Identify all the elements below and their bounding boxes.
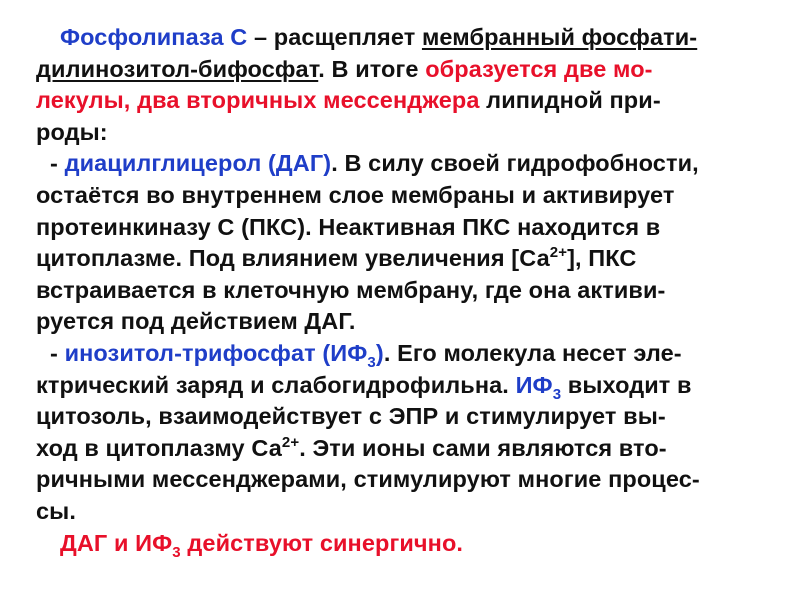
underlined-term: мембранный фосфати-	[421, 24, 698, 50]
p3-text: ход в цитоплазму Са	[36, 434, 282, 461]
ip3-term-text: ИФ	[515, 371, 553, 398]
superscript: 2+	[281, 433, 300, 451]
conclusion-line	[36, 528, 776, 560]
subscript: 3	[172, 543, 181, 561]
ip3-term	[515, 371, 562, 403]
p3-line2	[36, 370, 776, 402]
p1-text: . В итоге	[318, 55, 426, 82]
p1-line4: роды:	[36, 118, 108, 145]
phospholipase-c-term: Фосфолипаза С	[60, 24, 248, 50]
p2-line4	[36, 243, 776, 275]
ip3-term-close: )	[375, 339, 384, 366]
conclusion-text: действуют синергично.	[180, 529, 464, 556]
highlighted-text: образуется две мо-	[425, 55, 653, 82]
p3-line5: ричными мессенджерами, стимулируют многие процес-	[36, 466, 700, 493]
p1-text: – расщепляет	[247, 24, 422, 50]
p2-line3: протеинкиназу С (ПКС). Неактивная ПКС находится в	[36, 213, 661, 240]
p2-line5: встраивается в клеточную мембрану, где она активи-	[36, 276, 666, 303]
superscript: 2+	[549, 244, 568, 262]
p1-line1	[36, 22, 776, 54]
p2-text: цитоплазме. Под влиянием увеличения [Са	[36, 245, 550, 272]
highlighted-text: лекулы, два вторичных мессенджера	[36, 87, 480, 114]
p1-line3	[36, 85, 776, 117]
conclusion-text: ДАГ и ИФ	[60, 529, 173, 556]
p3-line4	[36, 433, 776, 465]
p3-line1	[36, 338, 776, 370]
underlined-term: дилинозитол-бифосфат	[36, 55, 319, 82]
p3-text: . Его молекула несет эле-	[383, 339, 682, 366]
p2-line6: руется под действием ДАГ.	[36, 308, 356, 335]
ip3-term	[64, 339, 384, 371]
subscript: 3	[367, 353, 376, 371]
dag-term: диацилглицерол (ДАГ)	[64, 150, 332, 177]
p2-text: . В силу своей гидрофобности,	[331, 150, 699, 177]
p2-line1	[36, 148, 776, 180]
list-dash: -	[50, 150, 65, 177]
p2-line2: остаётся во внутреннем слое мембраны и активирует	[36, 181, 675, 208]
p3-text: выходит в	[561, 371, 692, 398]
ip3-term-text: инозитол-трифосфат (ИФ	[64, 339, 368, 366]
p1-line2	[36, 54, 776, 86]
p3-line3: цитозоль, взаимодействует с ЭПР и стимулирует вы-	[36, 403, 666, 430]
p1-text: липидной при-	[479, 87, 661, 114]
p3-text: . Эти ионы сами являются вто-	[299, 434, 667, 461]
slide-text	[36, 22, 776, 559]
p3-text: ктрический заряд и слабогидрофильна.	[36, 371, 516, 398]
list-dash: -	[50, 339, 65, 366]
p3-line6: сы.	[36, 497, 76, 524]
subscript: 3	[552, 385, 562, 403]
p2-text: ], ПКС	[567, 245, 637, 272]
